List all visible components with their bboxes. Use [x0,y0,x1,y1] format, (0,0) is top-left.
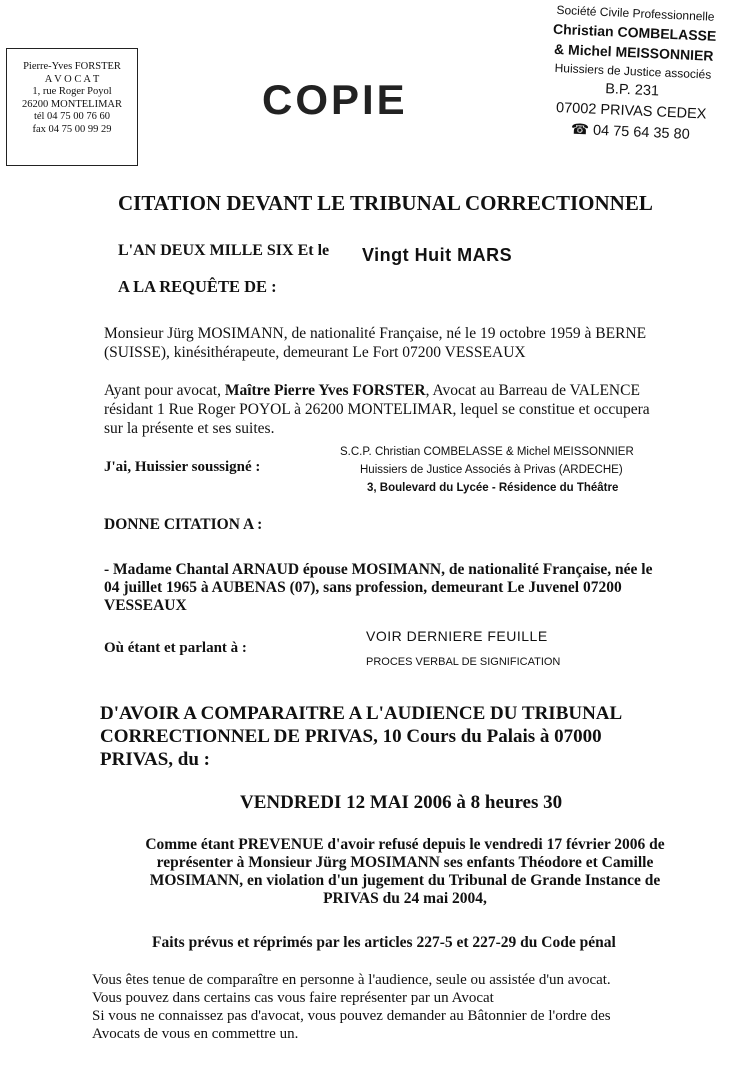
requete-heading: A LA REQUÊTE DE : [118,277,277,296]
copie-stamp: COPIE [262,76,408,123]
date-prefix: L'AN DEUX MILLE SIX Et le [118,242,330,259]
notice-line-1: Vous êtes tenue de comparaître en personne à l'audience, seule ou assistée d'un avocat. [92,972,611,988]
avocat-intro: Ayant pour avocat, [104,382,225,399]
comparaitre-line-3: PRIVAS, du : [100,749,210,770]
document-title: CITATION DEVANT LE TRIBUNAL CORRECTIONNEL [118,191,653,215]
prevenue-line-4: PRIVAS du 24 mai 2004, [323,890,487,907]
prevenue-line-1: Comme étant PREVENUE d'avoir refusé depuis le vendredi 17 février 2006 de [145,836,665,853]
parlant-label: Où étant et parlant à : [104,640,247,656]
lawyer-address-box [6,48,138,166]
faits-line: Faits prévus et réprimés par les articles 227-5 et 227-29 du Code pénal [152,934,616,951]
huissier-stamp-line-2: Huissiers de Justice Associés à Privas (ARDECHE) [360,464,623,476]
avocat-name: Maître Pierre Yves FORSTER [224,382,426,399]
letterhead-line-2: Christian COMBELASSE [552,20,717,44]
notice-line-4: Avocats de vous en commettre un. [92,1026,299,1042]
defendant-line-1: - Madame Chantal ARNAUD épouse MOSIMANN, de nationalité Française, née le [104,561,653,578]
letterhead-line-3: & Michel MEISSONNIER [553,40,714,64]
avocat-line-1 [104,381,650,400]
parlant-value-1: VOIR DERNIERE FEUILLE [366,628,548,644]
prevenue-line-2: représenter à Monsieur Jürg MOSIMANN ses enfants Théodore et Camille [156,854,654,871]
notice-line-2: Vous pouvez dans certains cas vous faire représenter par un Avocat [92,990,494,1006]
plaintiff-block [104,324,646,362]
avocat-line-2: résidant 1 Rue Roger POYOL à 26200 MONTELIMAR, lequel se constitue et occupera [104,401,650,418]
lawyer-tel: tél 04 75 00 76 60 [33,111,111,122]
lawyer-name: Pierre-Yves FORSTER [23,61,121,72]
lawyer-street: 1, rue Roger Poyol [32,86,112,97]
letterhead-line-6: 07002 PRIVAS CEDEX [555,99,707,123]
comparaitre-line-2: CORRECTIONNEL DE PRIVAS, 10 Cours du Palais à 07000 [100,726,602,747]
avocat-line-3: sur la présente et ses suites. [104,420,275,437]
prevenue-line-3: MOSIMANN, en violation d'un jugement du Tribunal de Grande Instance de [149,872,661,889]
defendant-line-3: VESSEAUX [104,597,187,614]
huissier-stamp [340,443,634,497]
huissier-label: J'ai, Huissier soussigné : [104,459,261,475]
letterhead-line-7: ☎ 04 75 64 35 80 [570,121,691,143]
defendant-line-2: 04 juillet 1965 à AUBENAS (07), sans profession, demeurant Le Juvenel 07200 [104,579,622,596]
avocat-block [104,381,650,438]
lawyer-fax: fax 04 75 00 99 29 [32,123,112,135]
defendant-block [104,561,653,615]
avocat-rest: , Avocat au Barreau de VALENCE [425,382,640,399]
plaintiff-line-2: (SUISSE), kinésithérapeute, demeurant Le Fort 07200 VESSEAUX [104,344,526,361]
lawyer-role: A V O C A T [44,73,100,85]
huissier-stamp-line-1: S.C.P. Christian COMBELASSE & Michel MEISSONNIER [340,446,634,458]
letterhead-line-4: Huissiers de Justice associés [554,60,712,82]
lawyer-city: 26200 MONTELIMAR [21,98,123,110]
prevenue-block [120,836,690,908]
parlant-value-2: PROCES VERBAL DE SIGNIFICATION [366,656,561,668]
letterhead-line-1: Société Civile Professionnelle [556,2,715,24]
audience-date: VENDREDI 12 MAI 2006 à 8 heures 30 [240,792,563,813]
huissier-letterhead [530,0,736,148]
date-value: Vingt Huit MARS [362,245,513,265]
huissier-stamp-line-3: 3, Boulevard du Lycée - Résidence du Théâtre [367,482,619,494]
notice-line-3: Si vous ne connaissez pas d'avocat, vous pouvez demander au Bâtonnier de l'ordre des [92,1008,611,1024]
plaintiff-line-1: Monsieur Jürg MOSIMANN, de nationalité Française, né le 19 octobre 1959 à BERNE [104,325,647,342]
notice-block [92,971,611,1043]
citation-heading: DONNE CITATION A : [104,516,263,533]
comparaitre-block [100,702,622,771]
letterhead-line-5: B.P. 231 [604,81,660,100]
comparaitre-line-1: D'AVOIR A COMPARAITRE A L'AUDIENCE DU TRIBUNAL [100,703,623,724]
